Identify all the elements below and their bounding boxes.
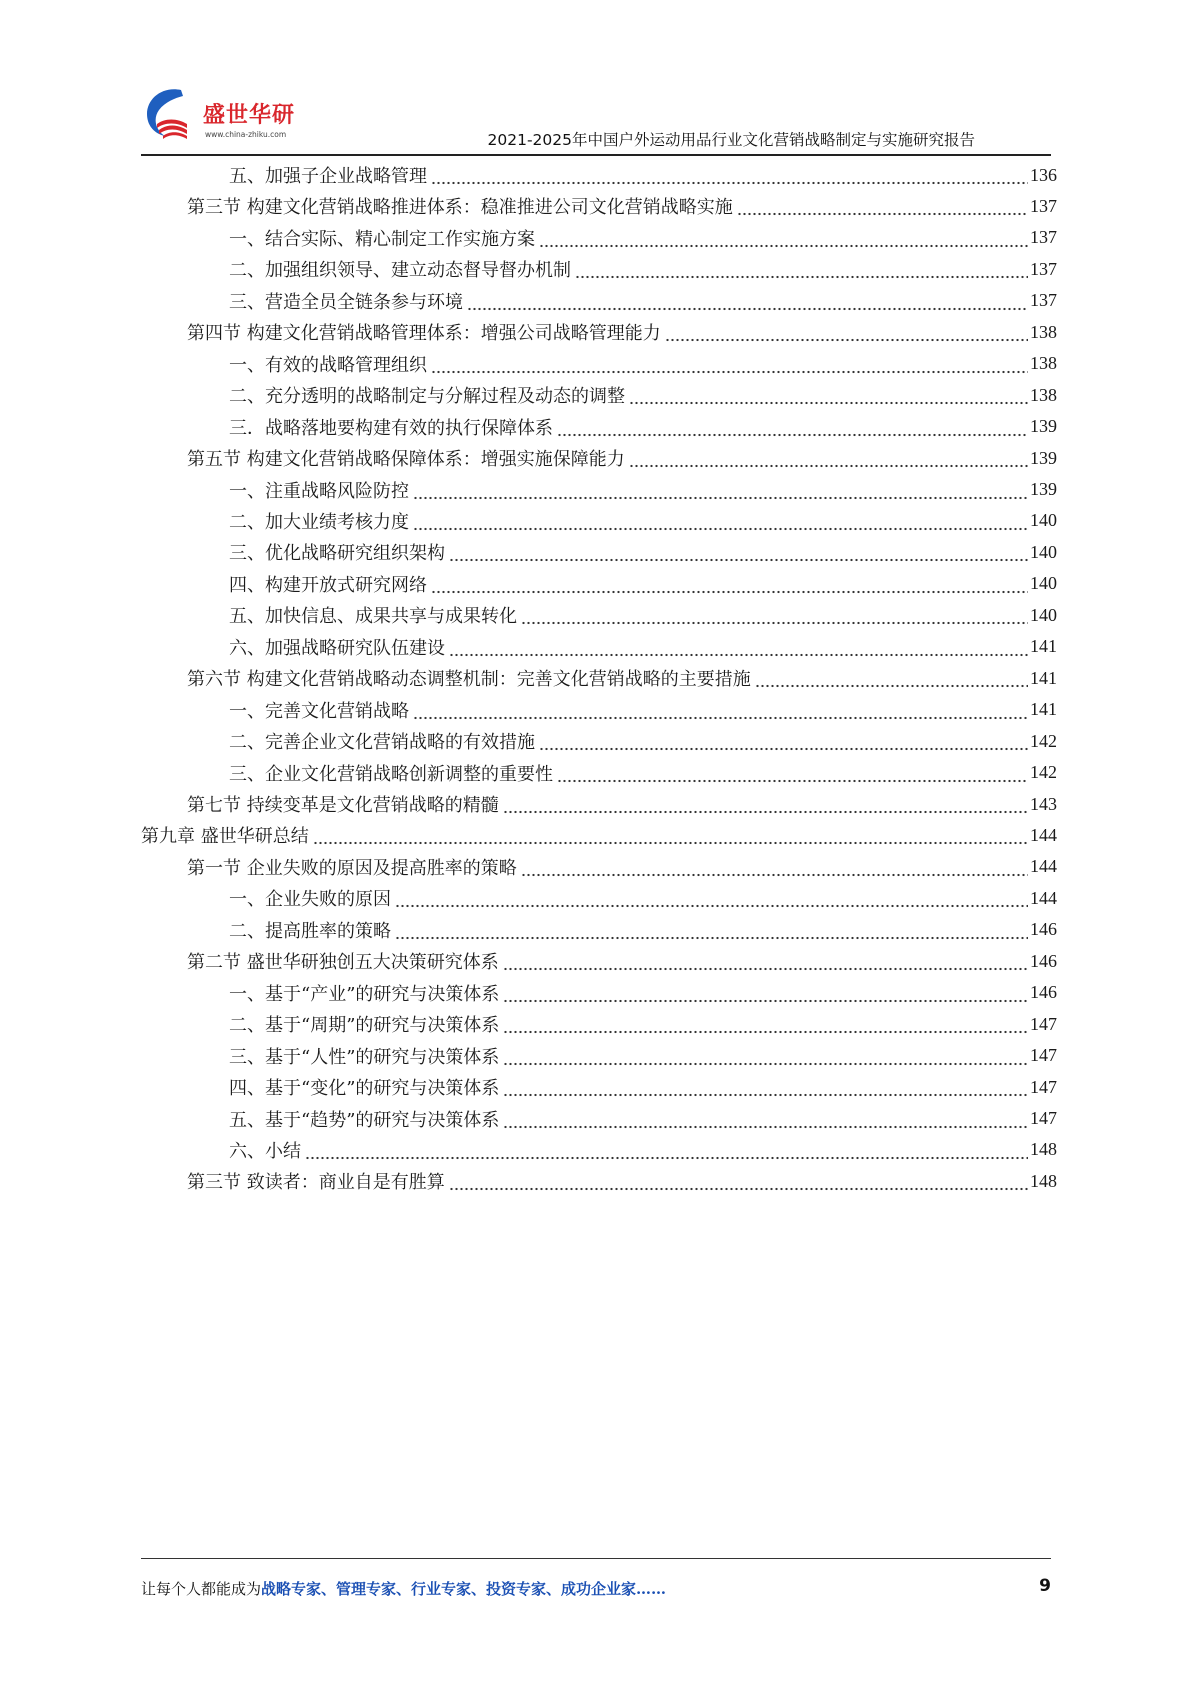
toc-entry[interactable] (141, 820, 1057, 850)
toc-entry-page: 144 (1030, 856, 1057, 877)
toc-entry-label: 五、加快信息、成果共享与成果转化 (229, 606, 517, 628)
toc-entry-page: 147 (1030, 1013, 1057, 1034)
toc-leader-dots (503, 1115, 1028, 1129)
toc-entry-label: 一、结合实际、精心制定工作实施方案 (229, 228, 535, 250)
toc-entry[interactable] (229, 160, 1057, 190)
toc-leader-dots (557, 769, 1028, 783)
toc-entry-page: 141 (1030, 667, 1057, 688)
toc-entry-page: 139 (1030, 416, 1057, 437)
toc-leader-dots (503, 957, 1028, 971)
footer-slogan-lead: 让每个人都能成为 (141, 1580, 262, 1598)
toc-leader-dots (413, 706, 1028, 720)
footer-slogan-highlight: 战略专家、管理专家、行业专家、投资专家、成功企业家…… (261, 1580, 667, 1598)
toc-leader-dots (305, 1146, 1028, 1160)
report-title: 2021-2025年中国户外运动用品行业文化营销战略制定与实施研究报告 (487, 131, 975, 149)
toc-entry-label: 五、加强子企业战略管理 (229, 166, 427, 187)
page-header (141, 78, 1051, 150)
toc-entry[interactable] (229, 254, 1057, 284)
toc-entry-page: 137 (1030, 290, 1057, 311)
toc-entry-label: 六、小结 (229, 1140, 301, 1162)
toc-entry-label: 一、企业失败的原因 (229, 889, 391, 911)
toc-entry[interactable] (229, 726, 1057, 756)
company-logo (141, 84, 311, 144)
toc-leader-dots (539, 737, 1028, 751)
toc-entry-page: 137 (1030, 227, 1057, 248)
toc-entry[interactable] (229, 1135, 1057, 1165)
toc-leader-dots (737, 202, 1028, 216)
toc-entry[interactable] (229, 223, 1057, 253)
toc-entry-label: 三、营造全员全链条参与环境 (229, 291, 463, 313)
toc-leader-dots (557, 423, 1028, 437)
toc-entry-label: 二、充分透明的战略制定与分解过程及动态的调整 (229, 386, 625, 408)
toc-entry-label: 三、基于“人性”的研究与决策体系 (229, 1046, 500, 1068)
toc-entry-page: 136 (1030, 164, 1057, 185)
toc-entry-label: 第三节 致读者：商业自是有胜算 (187, 1172, 445, 1194)
toc-leader-dots (313, 831, 1028, 845)
toc-entry[interactable] (187, 317, 1057, 347)
toc-entry-page: 144 (1030, 824, 1057, 845)
toc-entry-page: 138 (1030, 384, 1057, 405)
toc-entry-label: 六、加强战略研究队伍建设 (229, 637, 445, 659)
toc-entry-page: 146 (1030, 982, 1057, 1003)
toc-leader-dots (503, 800, 1028, 814)
toc-entry-page: 142 (1030, 762, 1057, 783)
toc-entry-label: 第二节 盛世华研独创五大决策研究体系 (187, 952, 499, 974)
toc-entry-label: 第四节 构建文化营销战略管理体系：增强公司战略管理能力 (187, 323, 661, 345)
toc-entry[interactable] (229, 1009, 1057, 1039)
toc-entry-label: 二、加大业绩考核力度 (229, 511, 409, 533)
toc-entry[interactable] (187, 852, 1057, 882)
toc-leader-dots (575, 265, 1028, 279)
toc-entry-label: 第一节 企业失败的原因及提高胜率的策略 (187, 857, 517, 879)
toc-entry-page: 140 (1030, 573, 1057, 594)
toc-entry-page: 137 (1030, 258, 1057, 279)
toc-entry-label: 五、基于“趋势”的研究与决策体系 (229, 1109, 500, 1131)
toc-entry[interactable] (229, 569, 1057, 599)
logo-emblem-icon (141, 84, 203, 144)
toc-leader-dots (413, 486, 1028, 500)
toc-leader-dots (503, 989, 1028, 1003)
toc-entry-page: 141 (1030, 636, 1057, 657)
toc-entry[interactable] (229, 380, 1057, 410)
toc-leader-dots (521, 863, 1028, 877)
toc-entry[interactable] (229, 695, 1057, 725)
toc-leader-dots (449, 643, 1028, 657)
toc-entry-label: 一、基于“产业”的研究与决策体系 (229, 983, 500, 1005)
toc-entry[interactable] (229, 506, 1057, 536)
toc-leader-dots (467, 297, 1028, 311)
toc-entry-page: 140 (1030, 604, 1057, 625)
toc-entry-label: 二、基于“周期”的研究与决策体系 (229, 1015, 500, 1037)
toc-entry-page: 144 (1030, 887, 1057, 908)
toc-entry-page: 142 (1030, 730, 1057, 751)
footer-divider (141, 1558, 1051, 1559)
toc-leader-dots (431, 580, 1028, 594)
toc-entry-label: 第七节 持续变革是文化营销战略的精髓 (187, 795, 499, 816)
toc-leader-dots (449, 548, 1028, 562)
toc-entry-page: 146 (1030, 950, 1057, 971)
toc-entry[interactable] (229, 978, 1057, 1008)
toc-entry-label: 四、基于“变化”的研究与决策体系 (229, 1078, 500, 1100)
toc-leader-dots (503, 1083, 1028, 1097)
toc-entry[interactable] (229, 600, 1057, 630)
toc-entry[interactable] (229, 883, 1057, 913)
toc-entry-label: 三、企业文化营销战略创新调整的重要性 (229, 763, 553, 785)
toc-entry[interactable] (229, 1041, 1057, 1071)
toc-entry[interactable] (187, 443, 1057, 473)
toc-leader-dots (629, 391, 1028, 405)
toc-entry-page: 148 (1030, 1170, 1057, 1191)
toc-leader-dots (521, 611, 1028, 625)
toc-entry[interactable] (229, 632, 1057, 662)
toc-entry[interactable] (229, 1104, 1057, 1134)
toc-entry-label: 二、提高胜率的策略 (229, 920, 391, 942)
toc-leader-dots (503, 1020, 1028, 1034)
toc-entry-label: 第三节 构建文化营销战略推进体系：稳准推进公司文化营销战略实施 (187, 197, 733, 219)
logo-text: 盛世华研 (203, 103, 296, 128)
toc-entry-page: 139 (1030, 447, 1057, 468)
toc-entry-label: 二、加强组织领导、建立动态督导督办机制 (229, 260, 571, 282)
toc-entry-page: 137 (1030, 195, 1057, 216)
toc-entry-page: 147 (1030, 1045, 1057, 1066)
logo-url: www.china-zhiku.com (205, 130, 287, 139)
toc-leader-dots (395, 926, 1028, 940)
toc-leader-dots (431, 360, 1028, 374)
toc-entry-label: 一、有效的战略管理组织 (229, 354, 427, 376)
toc-entry-label: 第五节 构建文化营销战略保障体系：增强实施保障能力 (187, 449, 625, 471)
toc-entry[interactable] (187, 1166, 1057, 1196)
toc-entry-label: 二、完善企业文化营销战略的有效措施 (229, 732, 535, 754)
toc-entry[interactable] (229, 915, 1057, 945)
toc-leader-dots (755, 674, 1028, 688)
toc-entry[interactable] (229, 412, 1057, 442)
footer-slogan (141, 1578, 666, 1599)
toc-entry-label: 四、构建开放式研究网络 (229, 574, 427, 596)
page-number: 9 (1039, 1576, 1051, 1596)
toc-leader-dots (413, 517, 1028, 531)
header-divider (141, 154, 1051, 156)
toc-leader-dots (629, 454, 1028, 468)
toc-leader-dots (503, 1052, 1028, 1066)
toc-entry[interactable] (187, 946, 1057, 976)
toc-entry-page: 138 (1030, 321, 1057, 342)
toc-entry[interactable] (187, 191, 1057, 221)
toc-entry-page: 148 (1030, 1139, 1057, 1160)
toc-entry-page: 147 (1030, 1076, 1057, 1097)
toc-leader-dots (539, 234, 1028, 248)
toc-entry[interactable] (229, 1072, 1057, 1102)
toc-entry-page: 143 (1030, 793, 1057, 814)
toc-entry[interactable] (229, 758, 1057, 788)
toc-entry[interactable] (229, 349, 1057, 379)
toc-entry-label: 一、注重战略风险防控 (229, 480, 409, 502)
toc-entry[interactable] (229, 475, 1057, 505)
toc-entry-label: 三、优化战略研究组织架构 (229, 543, 445, 565)
toc-entry-label: 第九章 盛世华研总结 (141, 826, 309, 848)
toc-entry[interactable] (187, 789, 1057, 819)
toc-leader-dots (449, 1177, 1028, 1191)
toc-entry-page: 146 (1030, 919, 1057, 940)
toc-entry-label: 三．战略落地要构建有效的执行保障体系 (229, 417, 553, 439)
toc-entry-page: 139 (1030, 479, 1057, 499)
toc-entry-page: 141 (1030, 699, 1057, 720)
toc-leader-dots (395, 894, 1028, 908)
toc-entry-page: 147 (1030, 1108, 1057, 1128)
toc-entry-page: 140 (1030, 541, 1057, 562)
toc-entry[interactable] (229, 537, 1057, 567)
toc-entry-page: 138 (1030, 353, 1057, 374)
toc-entry-page: 140 (1030, 510, 1057, 531)
toc-entry[interactable] (229, 286, 1057, 316)
toc-entry-label: 第六节 构建文化营销战略动态调整机制：完善文化营销战略的主要措施 (187, 669, 751, 691)
toc-leader-dots (431, 171, 1028, 185)
toc-leader-dots (665, 328, 1028, 342)
toc-entry[interactable] (187, 663, 1057, 693)
toc-entry-label: 一、完善文化营销战略 (229, 700, 409, 722)
